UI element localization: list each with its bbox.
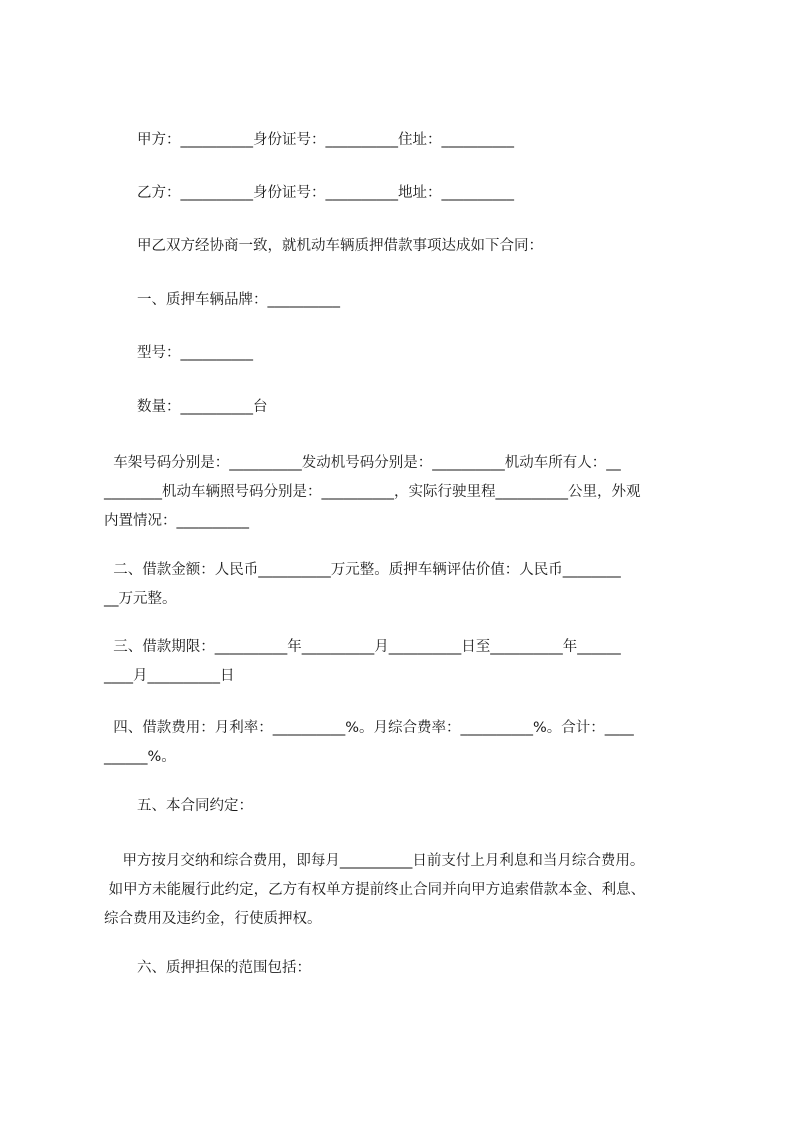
- section1-brand-line: 一、质押车辆品牌：__________: [137, 292, 340, 308]
- section6-title: 六、质押担保的范围包括：: [137, 960, 311, 976]
- model-line: 型号：__________: [137, 345, 253, 361]
- vehicle-details-paragraph: 车架号码分别是：__________发动机号码分别是：__________机动车所有人：__ ________机动车辆照号码分别是：__________，实际行驶里程__________公里，外观 内置情况：__________: [104, 455, 641, 529]
- quantity-line: 数量：__________台: [137, 399, 268, 415]
- section2-amount-paragraph: 二、借款金额：人民币__________万元整。质押车辆评估价值：人民币________ __万元整。: [104, 562, 621, 607]
- party-a-line: 甲方：__________身份证号：__________住址：__________: [137, 132, 514, 148]
- section5-title: 五、本合同约定：: [137, 798, 253, 814]
- section5-body-paragraph: 甲方按月交纳和综合费用，即每月__________日前支付上月利息和当月综合费用。 如甲方未能履行此约定，乙方有权单方提前终止合同并向甲方追索借款本金、利息、 综合费用及违约金，行使质押权。: [104, 853, 646, 927]
- intro-line: 甲乙双方经协商一致，就机动车辆质押借款事项达成如下合同：: [137, 238, 543, 254]
- section3-term-paragraph: 三、借款期限：__________年__________月__________日至__________年______ ____月__________日: [104, 639, 621, 684]
- section4-fees-paragraph: 四、借款费用：月利率：__________%。月综合费率：__________%。合计：____ ______%。: [104, 720, 634, 765]
- party-b-line: 乙方：__________身份证号：__________地址：__________: [137, 185, 514, 201]
